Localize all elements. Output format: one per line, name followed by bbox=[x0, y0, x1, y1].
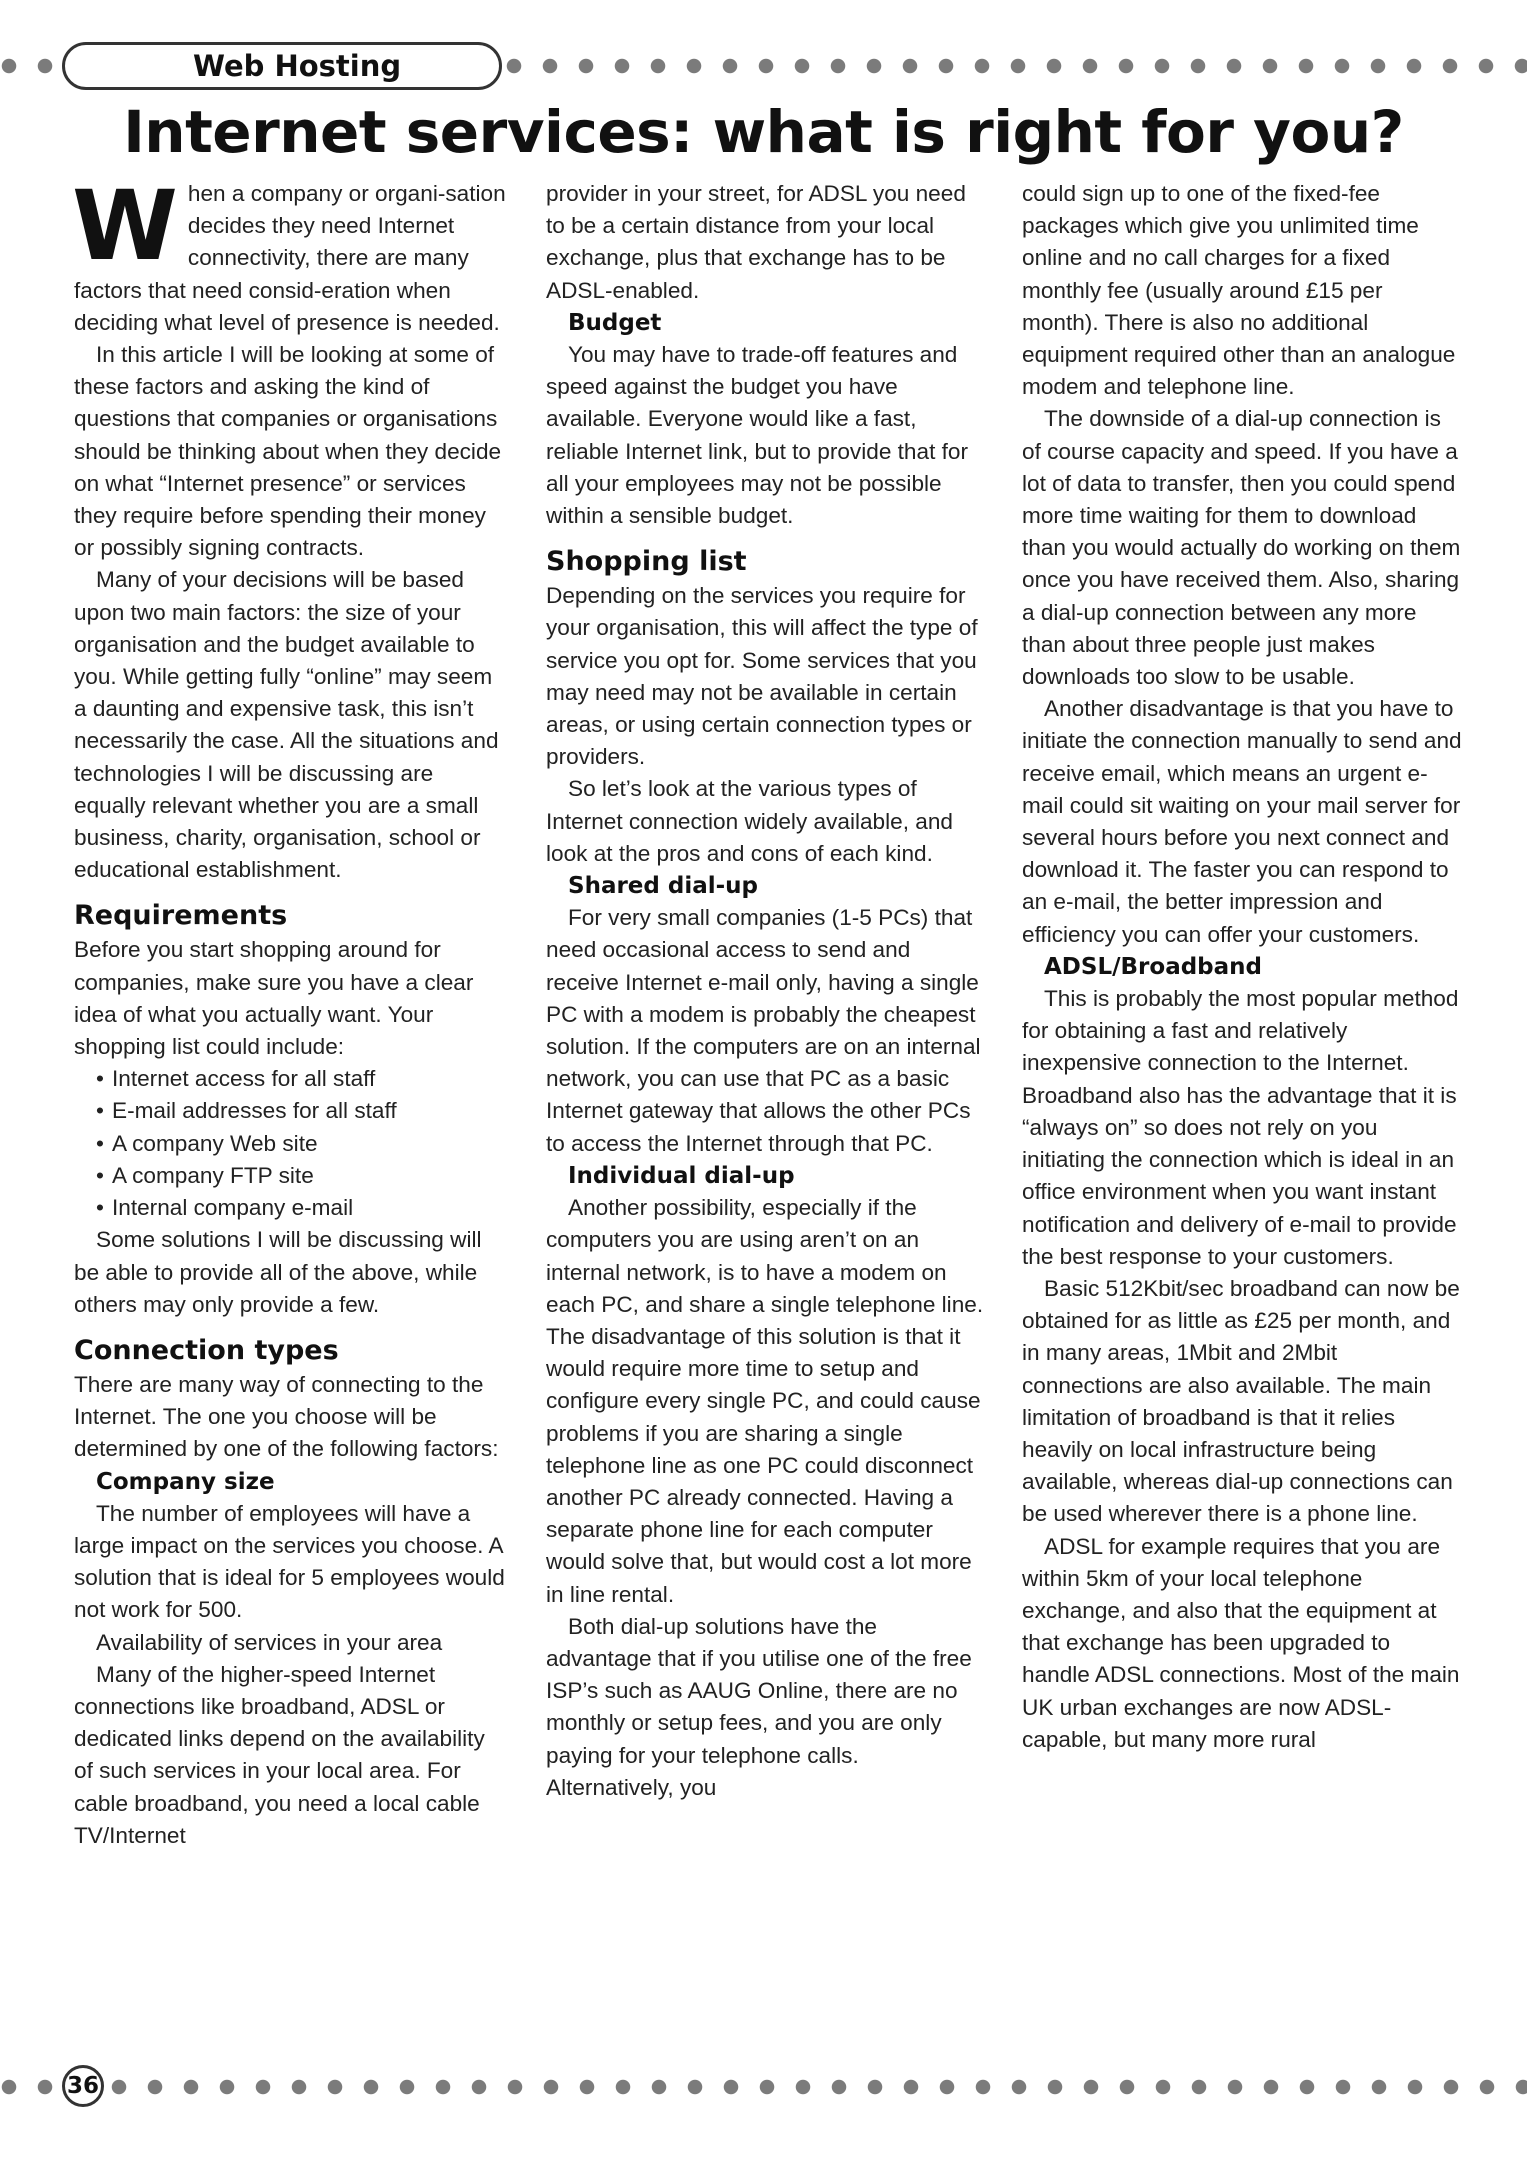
paragraph: The number of employees will have a large impact on the services you choose. A solution that is ideal for 5 employees would not work for 500. bbox=[74, 1500, 505, 1623]
paragraph: There are many way of connecting to the Internet. The one you choose will be determined by one of the following factors: bbox=[74, 1371, 499, 1462]
subheading-budget: Budget bbox=[568, 309, 662, 336]
article-column-1 bbox=[72, 170, 508, 1852]
paragraph: Both dial-up solutions have the advantage that if you utilise one of the free ISP’s such as AAUG Online, there are no monthly or setup fees, and you are only paying for your telephone calls. Alternatively, you bbox=[546, 1613, 972, 1800]
list-item: • Internet access for all staff bbox=[74, 1063, 508, 1095]
paragraph: In this article I will be looking at some of these factors and asking the kind of questions that companies or organisations should be thinking about when they decide on what “Internet presence” or services they require before spending their money or possibly signing contracts. bbox=[74, 342, 502, 561]
intro-paragraph: When a company or organi-sation decides they need Internet connectivity, there are many factors that need consid-eration when deciding what level of presence is needed. bbox=[72, 170, 506, 335]
page-title: Internet services: what is right for you? bbox=[123, 98, 1404, 166]
shopping-list bbox=[74, 1063, 508, 1224]
heading-connection-types: Connection types bbox=[74, 1334, 339, 1366]
subheading-shared-dial-up: Shared dial-up bbox=[568, 873, 759, 900]
article-column-2 bbox=[546, 178, 988, 1804]
paragraph: ADSL for example requires that you are within 5km of your local telephone exchange, and also that the equipment at that exchange has been upgraded to handle ADSL connections. Most of the main UK urban exchanges are now ADSL-capable, but many more rural bbox=[1022, 1533, 1460, 1752]
heading-requirements: Requirements bbox=[74, 900, 288, 932]
paragraph: Many of the higher-speed Internet connections like broadband, ADSL or dedicated links depend on the availability of such services in your local area. For cable broadband, you need a local cable TV/Internet bbox=[74, 1661, 485, 1848]
paragraph: could sign up to one of the fixed-fee packages which give you unlimited time online and no call charges for a fixed monthly fee (usually around £15 per month). There is also no additional equipment required other than an analogue modem and telephone line. bbox=[1022, 181, 1456, 400]
paragraph: Availability of services in your area bbox=[96, 1629, 443, 1655]
paragraph: For very small companies (1-5 PCs) that need occasional access to send and receive Internet e-mail only, having a single PC with a modem is probably the cheapest solution. If the computers are on an internal network, you can use that PC as a basic Internet gateway that allows the other PCs to access the Internet through that PC. bbox=[546, 905, 981, 1156]
heading-shopping-list: Shopping list bbox=[546, 546, 747, 578]
list-item: • A company Web site bbox=[74, 1128, 508, 1160]
list-item: • A company FTP site bbox=[74, 1160, 508, 1192]
subheading-adsl-broadband: ADSL/Broadband bbox=[1044, 953, 1262, 980]
paragraph: You may have to trade-off features and speed against the budget you have available. Everyone would like a fast, reliable Internet link, but to provide that for all your employees may not be possible within a sensible budget. bbox=[546, 342, 968, 529]
drop-cap: W bbox=[72, 170, 178, 282]
section-label: Web Hosting bbox=[62, 42, 502, 90]
list-item: • E-mail addresses for all staff bbox=[74, 1095, 508, 1127]
paragraph: The downside of a dial-up connection is of course capacity and speed. If you have a lot of data to transfer, then you could spend more time waiting for them to download than you would actually do working on them once you have received them. Also, sharing a dial-up connection between any more than about three people just makes downloads too slow to be usable. bbox=[1022, 406, 1461, 690]
paragraph: Many of your decisions will be based upon two main factors: the size of your organisation and the budget available to you. While getting fully “online” may seem a daunting and expensive task, this isn’t necessarily the case. All the situations and technologies I will be discussing are equally relevant whether you are a small business, charity, organisation, school or educational establishment. bbox=[74, 567, 499, 883]
paragraph: So let’s look at the various types of Internet connection widely available, and look at the pros and cons of each kind. bbox=[546, 776, 953, 866]
subheading-individual-dial-up: Individual dial-up bbox=[568, 1162, 795, 1189]
footer-dot-rule bbox=[0, 2067, 1527, 2107]
paragraph: Before you start shopping around for companies, make sure you have a clear idea of what you actually want. Your shopping list could include: bbox=[74, 937, 474, 1060]
paragraph: This is probably the most popular method for obtaining a fast and relatively inexpensive connection to the Internet. Broadband also has the advantage that it is “always on” so does not rely on you initiating the connection which is ideal in an office environment when you want instant notification and delivery of e-mail to provide the best response to your customers. bbox=[1022, 986, 1459, 1269]
paragraph: Another disadvantage is that you have to initiate the connection manually to send and receive email, which means an urgent e-mail could sit waiting on your mail server for several hours before you next connect and download it. The faster you can respond to an e-mail, the better impression and efficiency you can offer your customers. bbox=[1022, 696, 1462, 947]
paragraph: Depending on the services you require for your organisation, this will affect the type of service you opt for. Some services that you may need may not be available in certain areas, or using certain connection types or providers. bbox=[546, 583, 978, 770]
paragraph: Basic 512Kbit/sec broadband can now be obtained for as little as £25 per month, and in many areas, 1Mbit and 2Mbit connections are also available. The main limitation of broadband is that it relies heavily on local infrastructure being available, whereas dial-up connections can be used wherever there is a phone line. bbox=[1022, 1275, 1460, 1527]
article-column-3 bbox=[1022, 178, 1464, 1756]
paragraph: Some solutions I will be discussing will be able to provide all of the above, while others may only provide a few. bbox=[74, 1227, 482, 1317]
list-item: • Internal company e-mail bbox=[74, 1192, 508, 1224]
paragraph: provider in your street, for ADSL you need to be a certain distance from your local exchange, plus that exchange has to be ADSL-enabled. bbox=[546, 181, 966, 303]
paragraph: Another possibility, especially if the computers you are using aren’t on an internal network, is to have a modem on each PC, and share a single telephone line. The disadvantage of this solution is that it would require more time to setup and configure every single PC, and could cause problems if you are sharing a single telephone line as one PC could disconnect another PC already connected. Having a separate phone line for each computer would solve that, but would cost a lot more in line rental. bbox=[546, 1195, 984, 1607]
subheading-company-size: Company size bbox=[96, 1468, 275, 1495]
page-number: 36 bbox=[62, 2065, 104, 2107]
